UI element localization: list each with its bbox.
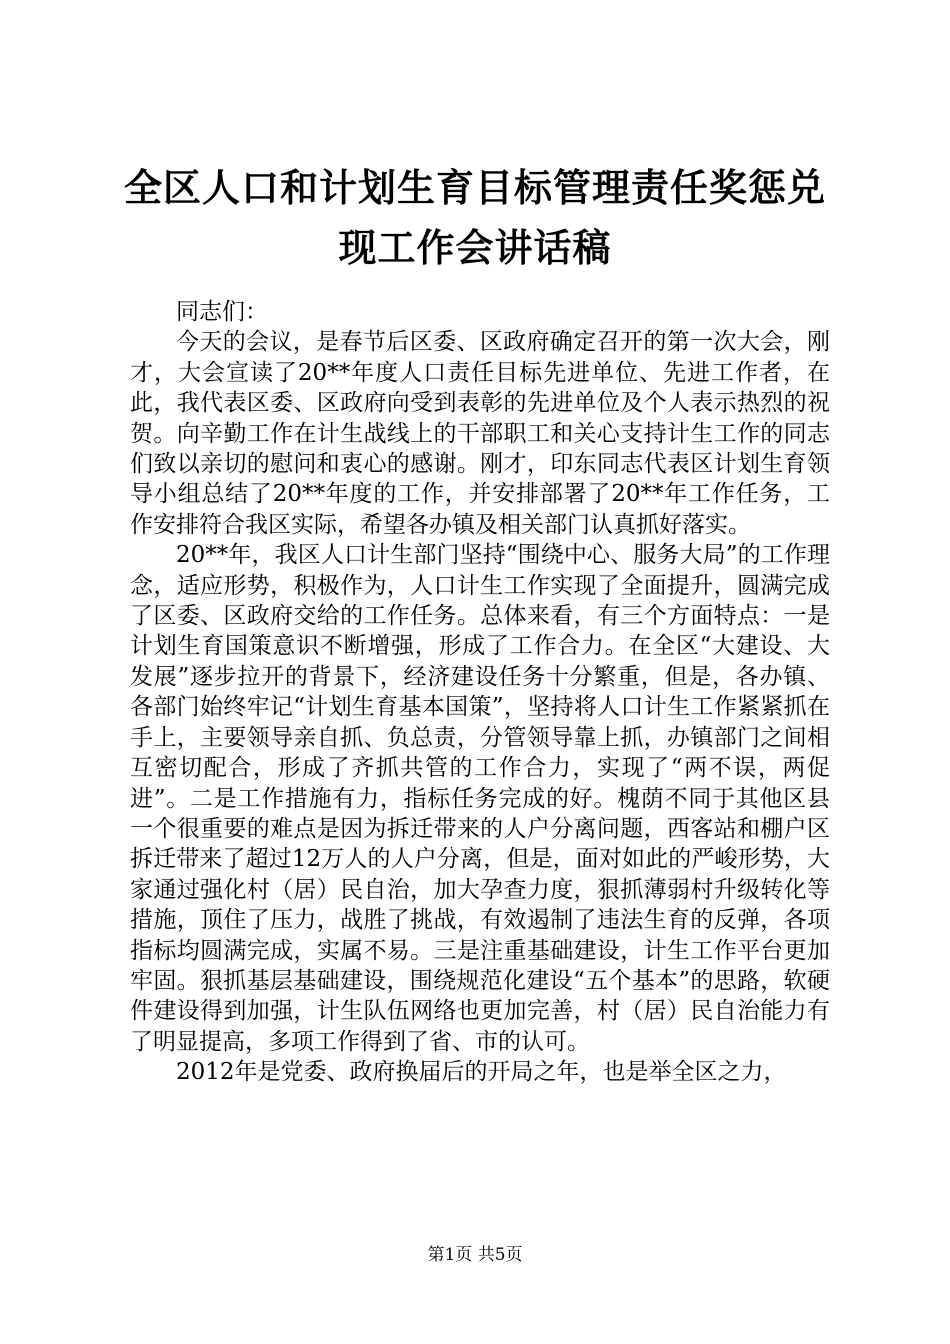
paragraph-1: 今天的会议，是春节后区委、区政府确定召开的第一次大会，刚才，大会宣读了20**年度人口责任目标先进单位、先进工作者，在此，我代表区委、区政府向受到表彰的先进单位及个人表示热烈的祝贺。向辛勤工作在计生战线上的干部职工和关心支持计生工作的同志们致以亲切的慰问和衷心的感谢。刚才，印东同志代表区计划生育领导小组总结了20**年度的工作，并安排部署了20**年工作任务，工作安排符合我区实际，希望各办镇及相关部门认真抓好落实。 bbox=[130, 329, 830, 538]
document-body bbox=[130, 297, 830, 1088]
document-title: 全区人口和计划生育目标管理责任奖惩兑现工作会讲话稿 bbox=[123, 165, 826, 270]
page-number-footer: 第1页 共5页 bbox=[427, 1245, 523, 1265]
paragraph-2: 20**年，我区人口计生部门坚持“围绕中心、服务大局”的工作理念，适应形势，积极作为，人口计生工作实现了全面提升，圆满完成了区委、区政府交给的工作任务。总体来看，有三个方面特点：一是计划生育国策意识不断增强，形成了工作合力。在全区“大建设、大发展”逐步拉开的背景下，经济建设任务十分繁重，但是，各办镇、各部门始终牢记“计划生育基本国策”，坚持将人口计生工作紧紧抓在手上，主要领导亲自抓、负总责，分管领导靠上抓，办镇部门之间相互密切配合，形成了齐抓共管的工作合力，实现了“两不误，两促进”。二是工作措施有力，指标任务完成的好。槐荫不同于其他区县一个很重要的难点是因为拆迁带来的人户分离问题，西客站和棚户区拆迁带来了超过12万人的人户分离，但是，面对如此的严峻形势，大家通过强化村（居）民自治，加大孕查力度，狠抓薄弱村升级转化等措施，顶住了压力，战胜了挑战，有效遏制了违法生育的反弹，各项指标均圆满完成，实属不易。三是注重基础建设，计生工作平台更加牢固。狠抓基层基础建设，围绕规范化建设“五个基本”的思路，软硬件建设得到加强，计生队伍网络也更加完善，村（居）民自治能力有了明显提高，多项工作得到了省、市的认可。 bbox=[130, 542, 830, 1055]
paragraph-3: 2012年是党委、政府换届后的开局之年，也是举全区之力， bbox=[176, 1059, 787, 1086]
salutation: 同志们： bbox=[176, 299, 268, 325]
